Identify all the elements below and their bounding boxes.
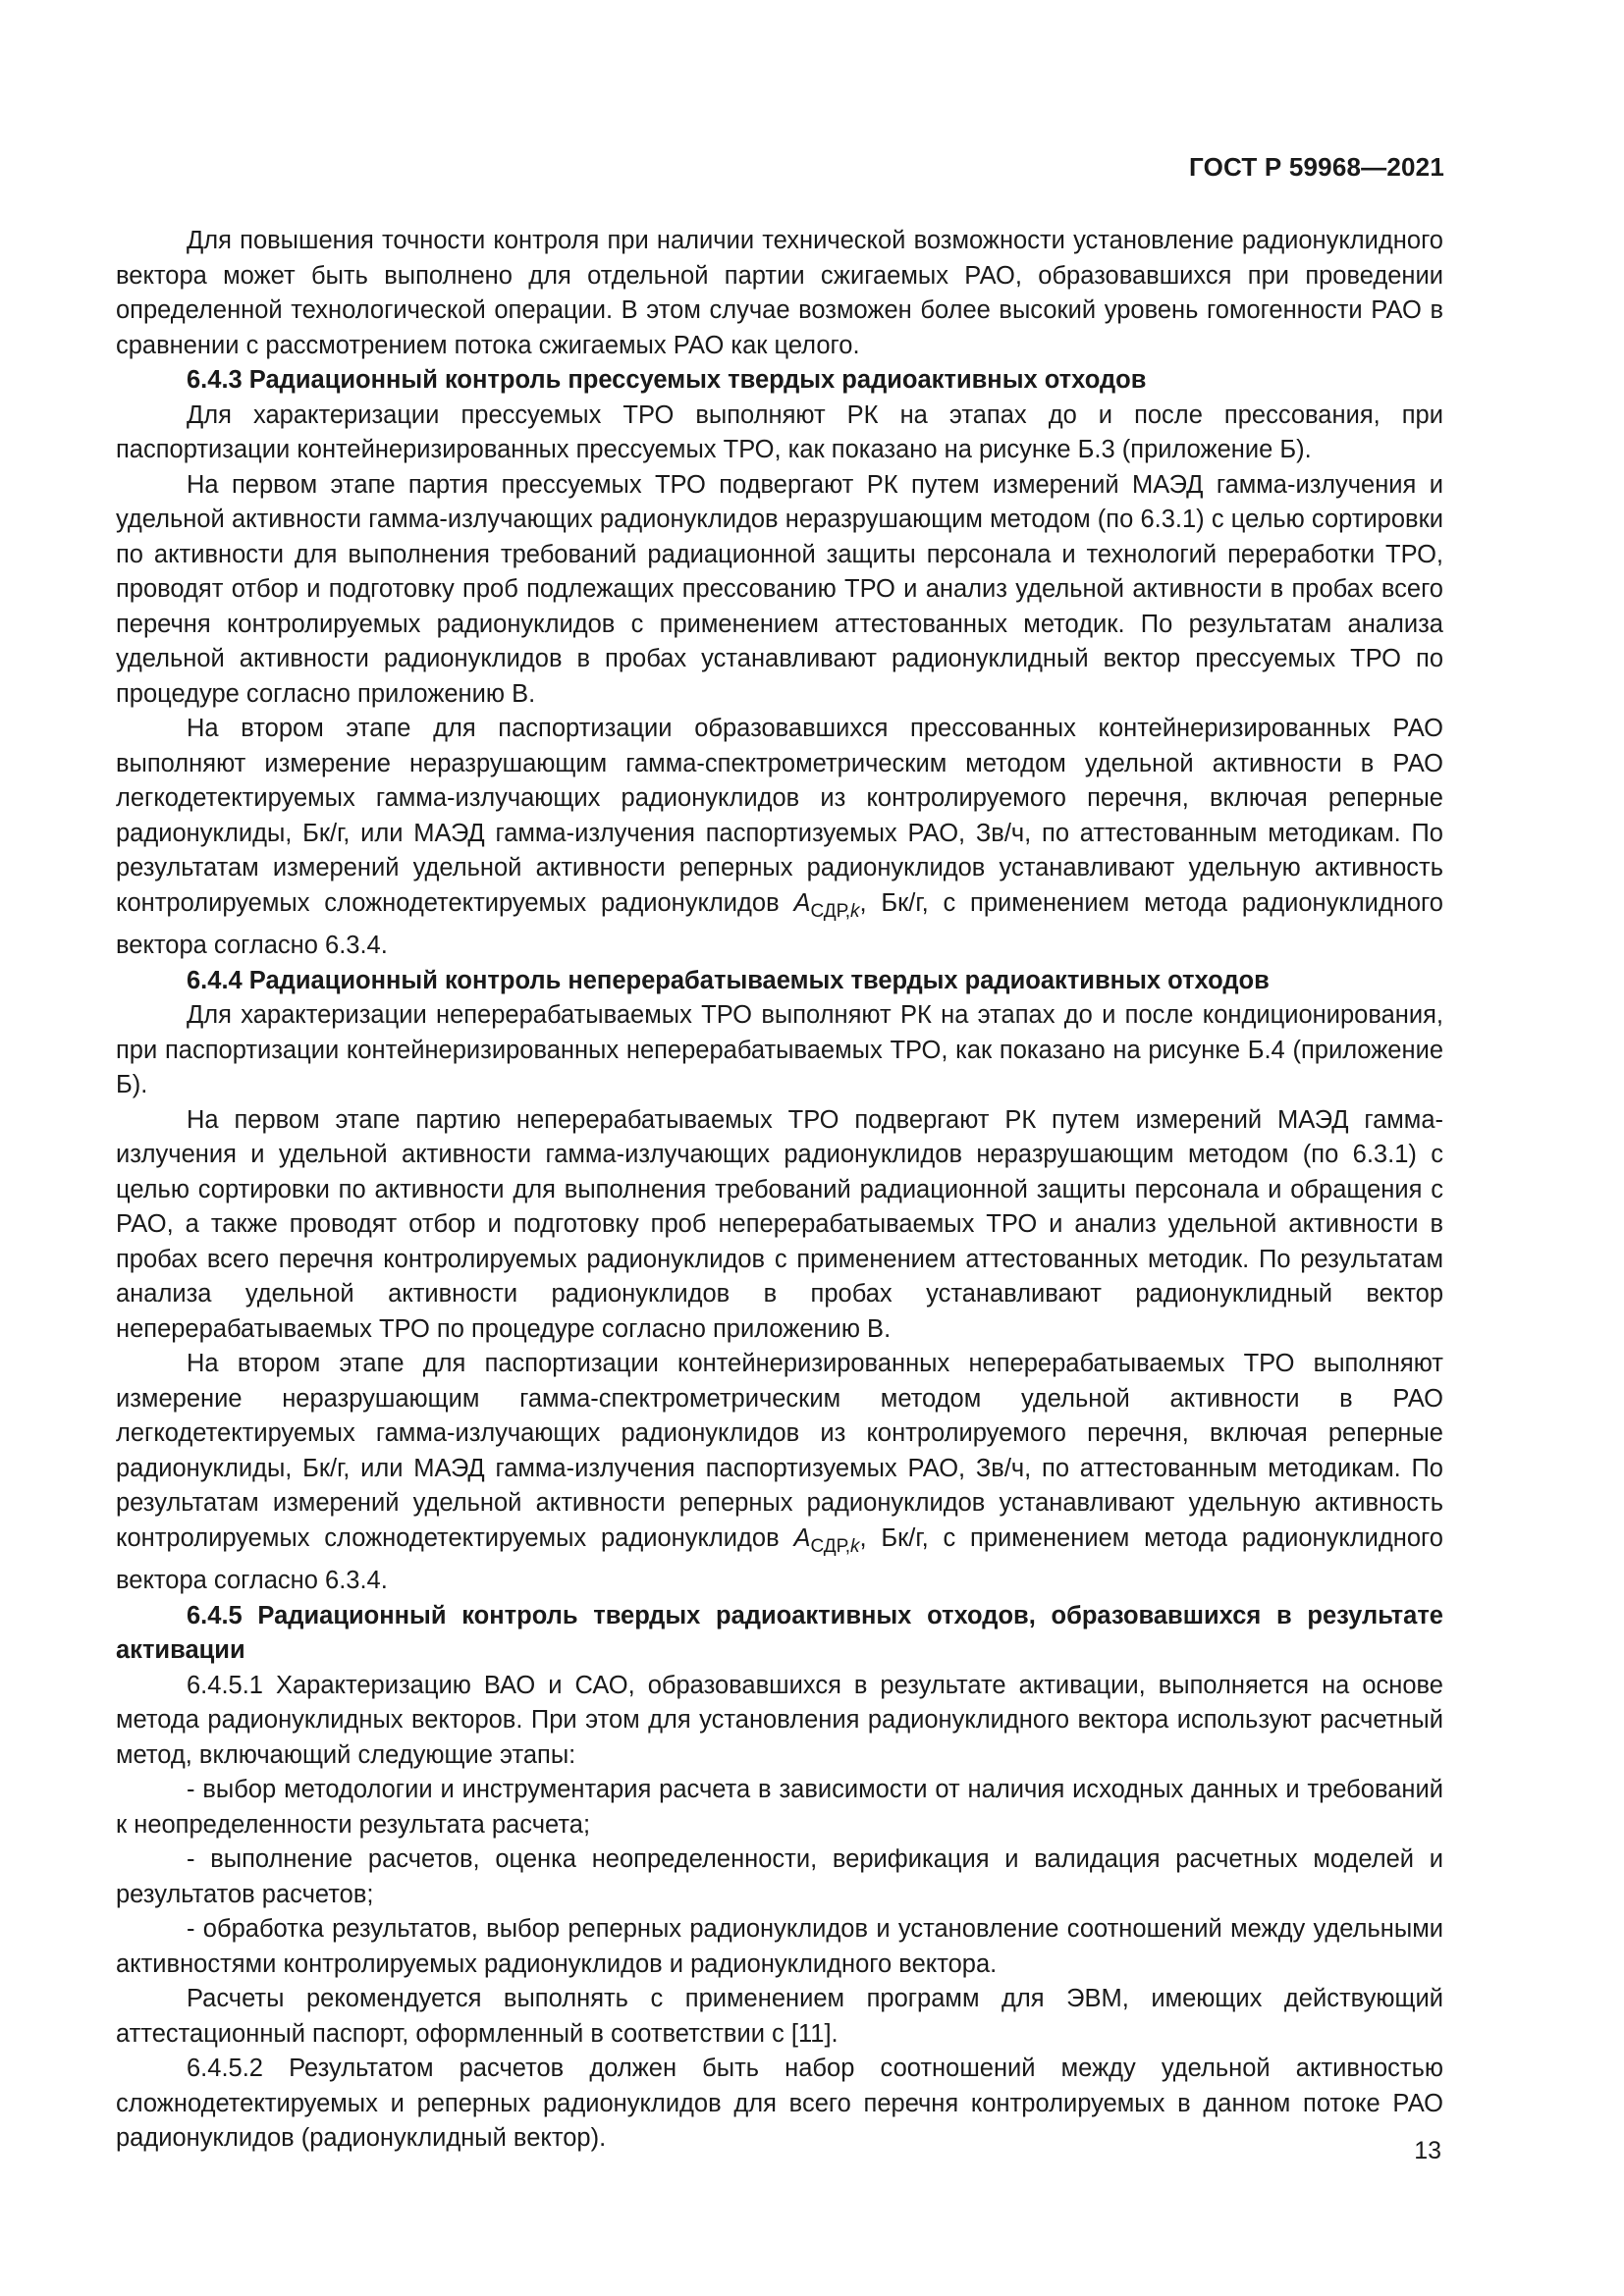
paragraph-pressed-characterization: Для характеризации прессуемых ТРО выполняют РК на этапах до и после прессования, при паспортизации контейнеризированных прессуемых ТРО, как показано на рисунке Б.3 (приложение Б). [116,400,1443,463]
paragraph-accuracy: Для повышения точности контроля при наличии технической возможности установление радионуклидного вектора может быть выполнено для отдельной партии сжигаемых РАО, образовавшихся при проведении определенной технологической операции. В этом случае возможен более высокий уровень гомогенности РАО в сравнении с рассмотрением потока сжигаемых РАО как целого. [116,227,1443,359]
paragraph-text: На втором этапе для паспортизации образовавшихся прессованных контейнеризированных РАО выполняют измерение неразрушающим гамма-спектрометрическим методом удельной активности в РАО легкодетектируемых гамма-излучающих радионуклидов из контролируемого перечня, включая реперные радионуклиды, Бк/г, или МАЭД гамма-излучения паспортизуемых РАО, Зв/ч, по аттестованным методикам. По результатам измерений удельной активности реперных радионуклидов устанавливают удельную активность контролируемых сложнодетектируемых радионуклидов [116,715,1443,917]
paragraph-6-4-5-2: 6.4.5.2 Результатом расчетов должен быть набор соотношений между удельной активностью сложнодетектируемых и реперных радионуклидов для всего перечня контролируемых в данном потоке РАО радионуклидов (радионуклидный вектор). [116,2055,1443,2152]
paragraph-nonprocessed-stage-two [116,1347,1443,1599]
paragraph-pressed-stage-one: На первом этапе партия прессуемых ТРО подвергают РК путем измерений МАЭД гамма-излучения и удельной активности гамма-излучающих радионуклидов неразрушающим методом (по 6.3.1) с целью сортировки по активности для выполнения требований радиационной защиты персонала и технологий переработки ТРО, проводят отбор и подготовку проб подлежащих прессованию ТРО и анализ удельной активности в пробах всего перечня контролируемых радионуклидов с применением аттестованных методик. По результатам анализа удельной активности радионуклидов в пробах устанавливают радионуклидный вектор прессуемых ТРО по процедуре согласно приложению В. [116,470,1443,708]
paragraph-nonprocessed-stage-one: На первом этапе партию неперерабатываемых ТРО подвергают РК путем измерений МАЭД гамма-излучения и удельной активности гамма-излучающих радионуклидов неразрушающим методом (по 6.3.1) с целью сортировки по активности для выполнения требований радиационной защиты персонала и обращения с РАО, а также проводят отбор и подготовку проб неперерабатываемых ТРО и анализ удельной активности в пробах всего перечня контролируемых радионуклидов с применением аттестованных методик. По результатам анализа удельной активности радионуклидов в пробах устанавливают радионуклидный вектор неперерабатываемых ТРО по процедуре согласно приложению В. [116,1105,1443,1343]
section-heading-6-4-4: 6.4.4 Радиационный контроль неперерабатываемых твердых радиоактивных отходов [187,966,1270,994]
document-body [116,224,1443,2157]
list-item-methodology: - выбор методологии и инструментария расчета в зависимости от наличия исходных данных и требований к неопределенности результата расчета; [116,1776,1443,1839]
list-item-calculations: - выполнение расчетов, оценка неопределенности, верификация и валидация расчетных моделей и результатов расчетов; [116,1845,1443,1908]
activity-symbol: $A_{СДР,k}$ [793,888,860,922]
paragraph-pressed-stage-two [116,712,1443,964]
document-code: ГОСТ Р 59968—2021 [1189,152,1444,182]
paragraph-text: , Бк/г, с применением метода радионуклидного вектора согласно 6.3.4. [116,1523,1443,1594]
paragraph-nonprocessed-characterization: Для характеризации неперерабатываемых ТРО выполняют РК на этапах до и после кондиционирования, при паспортизации контейнеризированных неперерабатываемых ТРО, как показано на рисунке Б.4 (приложение Б). [116,1001,1443,1098]
paragraph-text: , Бк/г, с применением метода радионуклидного вектора согласно 6.3.4. [116,888,1443,959]
list-item-processing: - обработка результатов, выбор реперных радионуклидов и установление соотношений между удельными активностями контролируемых радионуклидов и радионуклидного вектора. [116,1915,1443,1978]
paragraph-6-4-5-1: 6.4.5.1 Характеризацию ВАО и САО, образовавшихся в результате активации, выполняется на основе метода радионуклидных векторов. При этом для установления радионуклидного вектора используют расчетный метод, включающий следующие этапы: [116,1671,1443,1769]
paragraph-text: На втором этапе для паспортизации контейнеризированных неперерабатываемых ТРО выполняют измерение неразрушающим гамма-спектрометрическим методом удельной активности в РАО легкодетектируемых гамма-излучающих радионуклидов из контролируемого перечня, включая реперные радионуклиды, Бк/г, или МАЭД гамма-излучения паспортизуемых РАО, Зв/ч, по аттестованным методикам. По результатам измерений удельной активности реперных радионуклидов устанавливают удельную активность контролируемых сложнодетектируемых радионуклидов [116,1350,1443,1552]
activity-symbol: $A_{СДР,k}$ [793,1523,860,1557]
page-number: 13 [1414,2137,1441,2164]
section-heading-6-4-5: 6.4.5 Радиационный контроль твердых радиоактивных отходов, образовавшихся в результате активации [116,1601,1443,1664]
paragraph-software: Расчеты рекомендуется выполнять с применением программ для ЭВМ, имеющих действующий аттестационный паспорт, оформленный в соответствии с [11]. [116,1985,1443,2048]
section-heading-6-4-3: 6.4.3 Радиационный контроль прессуемых твердых радиоактивных отходов [187,366,1147,394]
